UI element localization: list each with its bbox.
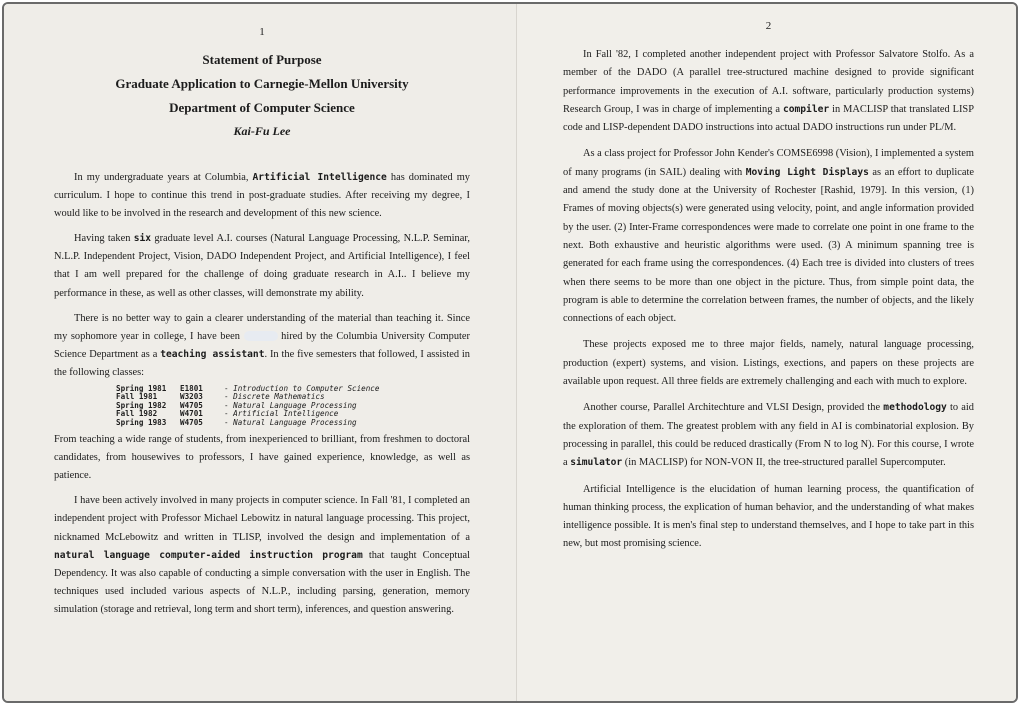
page-2 <box>516 4 1016 701</box>
page-number: 2 <box>765 20 772 32</box>
paragraph: There is no better way to gain a clearer understanding of the material than teaching it. Since my sophomore year in college, I have been hired by the Columbia University Computer Science Department as a teaching assistant. In the five semesters that followed, I assisted in the following classes: <box>54 312 470 378</box>
redaction-smudge <box>244 331 278 341</box>
title-line-2: Graduate Application to Carnegie-Mellon University <box>115 76 409 91</box>
title-line-3: Department of Computer Science <box>169 100 355 115</box>
paragraph: From teaching a wide range of students, from inexperienced to brilliant, from freshmen to doctoral candidates, from housewives to professors, I have gained experience, knowledge, as well as patience. <box>54 434 470 482</box>
course-row: Spring 1983 W4705 - Natural Language Processing <box>116 417 357 427</box>
paragraph: I have been actively involved in many projects in computer science. In Fall '81, I completed an independent project with Professor Michael Lebowitz in natural language processing. This project, nicknamed McLebowitz and written in TLISP, involved the design and implementation of a natural language computer-aided instruction program that taught Conceptual Dependency. It was also capable of conducting a simple conversation with the user in English. The techniques used included various aspects of N.L.P., including parsing, generation, memory simulation (storage and retrieval, long term and short term), inferences, and question answering. <box>54 495 470 615</box>
paragraph: In my undergraduate years at Columbia, Artificial Intelligence has dominated my curriculum. I hope to continue this trend in post-graduate studies. After receiving my degree, I would like to be involved in the research and development of this new science. <box>54 172 470 220</box>
course-list <box>116 385 470 427</box>
paragraph: Another course, Parallel Architechture and VLSI Design, provided the methodology to aid the exploration of them. The greatest problem with any field in AI is combinatorial explosion. By processing in parallel, this could be reduced drastically (From N to log N). For this course, I wrote a simulator (in MACLISP) for NON-VON II, the tree-structured parallel Supercomputer. <box>563 402 974 469</box>
paragraph: Having taken six graduate level A.I. courses (Natural Language Processing, N.L.P. Seminar, N.L.P. Independent Project, Vision, DADO Independent Project, and Artificial Intelligence), I feel that I am well prepared for the challenge of doing graduate research in A.I.. I believe my performance in these, as well as other classes, will demonstrate my ability. <box>54 233 470 299</box>
paragraph: These projects exposed me to three major fields, namely, natural language processing, production (expert) systems, and vision. Listings, exections, and papers on these projects are available upon request. All three fields are extremely challenging and each with much to explore. <box>563 339 974 388</box>
course-row: Fall 1981 W3203 - Discrete Mathematics <box>116 392 325 402</box>
course-row: Fall 1982 W4701 - Artificial Intelligence <box>116 409 339 419</box>
paragraph: Artificial Intelligence is the elucidation of human learning process, the quantification of human thinking process, the explication of human behavior, and the understanding of what makes intelligence possible. It is men's final step to understand themselves, and I hope to take part in this new, but most promising science. <box>563 483 974 550</box>
page-number: 1 <box>259 26 265 38</box>
author-name: Kai-Fu Lee <box>233 124 291 138</box>
paragraph: As a class project for Professor John Kender's COMSE6998 (Vision), I implemented a system of many programs (in SAIL) dealing with Moving Light Displays as an effort to duplicate and amend the study done at the University of Rochester [Rashid, 1979]. In this version, (1) Frames of moving objects(s) were generated using velocity, point, and angle information provided by the user. (2) Inter-Frame correspondences were made to correlate one point in one frame to the next. Both exhaustive and heuristic algorithms were used. (3) A minimum spanning tree is generated for each frame using the correspondences. (4) Each tree is divided into clusters of trees when there seems to be more than one object in the picture. Thus, from simple point data, the program is able to determine the correlation between frames, the number of objects, and the likely connections of each object. <box>563 148 974 325</box>
course-row: Spring 1981 E1801 - Introduction to Computer Science <box>116 384 380 394</box>
paragraph: In Fall '82, I completed another independent project with Professor Salvatore Stolfo. As a member of the DADO (A parallel tree-structured machine designed to provide significant performance improvements in the execution of A.I. software, particularly production systems) Research Group, I was in charge of implementing a compiler in MACLISP that translated LISP code and LISP-dependent DADO instructions into actual DADO instructions run under PL/M. <box>563 49 974 134</box>
course-row: Spring 1982 W4705 - Natural Language Processing <box>116 400 357 410</box>
document-viewer <box>2 2 1018 703</box>
page-1 <box>4 4 516 701</box>
title-line-1: Statement of Purpose <box>202 52 322 67</box>
